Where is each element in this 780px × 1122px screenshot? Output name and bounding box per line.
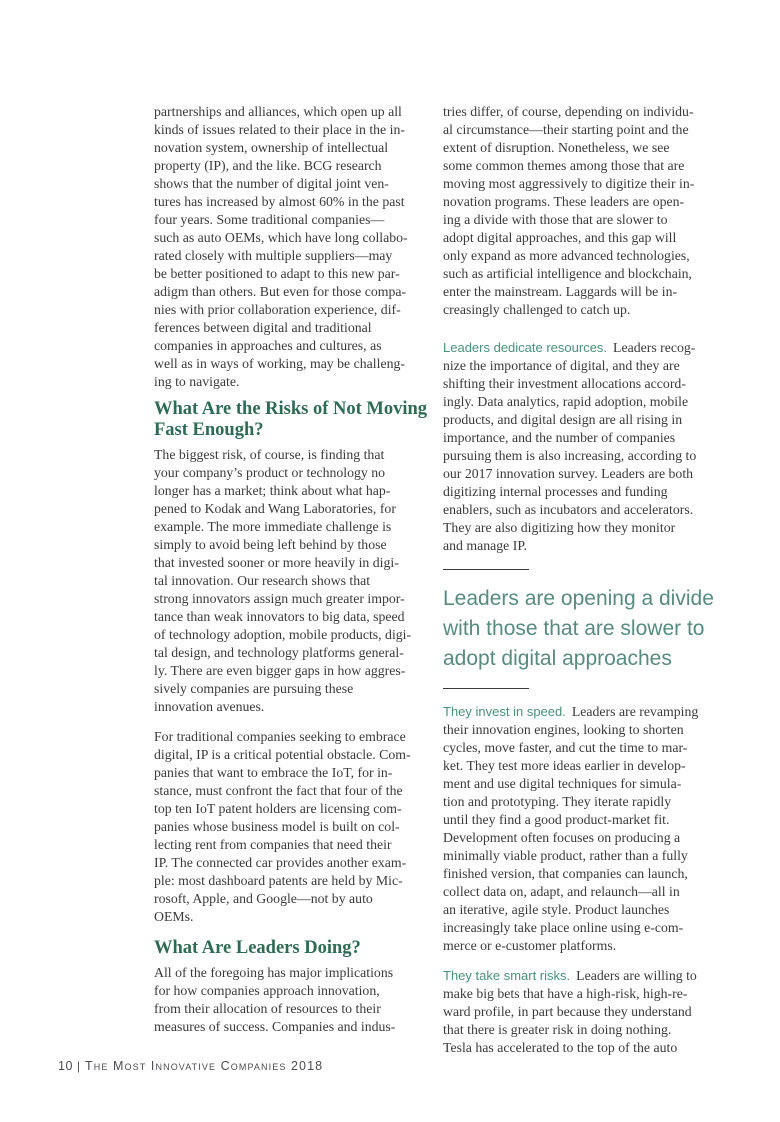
text-line: lecting rent from companies that need their [154,837,392,852]
text-line: enablers, such as incubators and accelerators. [443,502,694,517]
text-line: that invested sooner or more heavily in digi- [154,555,399,570]
text-line: tal innovation. Our research shows that [154,573,371,588]
text-line: shows that the number of digital joint ven- [154,176,389,191]
text-line: What Are Leaders Doing? [154,938,361,958]
text-line: well as in ways of working, may be challeng- [154,356,405,371]
text-line: an iterative, agile style. Product launches [443,902,670,917]
page-footer [58,1059,323,1073]
text-line: only expand as more advanced technologies, [443,248,690,263]
text-line: some common themes among those that are [443,158,685,173]
text-line: finished version, that companies can launch, [443,866,688,881]
text-line: longer has a market; think about what hap- [154,483,391,498]
lead-in-dedicate-resources: Leaders dedicate resources. [443,340,608,355]
text-line: partnerships and alliances, which open up all [154,104,402,119]
text-line: rosoft, Apple, and Google—not by auto [154,891,373,906]
text-line: ly. There are even bigger gaps in how aggres- [154,663,406,678]
text-line: tion and prototyping. They iterate rapidly [443,794,672,809]
lead-in-smart-risks: They take smart risks. [443,968,571,983]
text-line: adopt digital approaches [443,647,672,670]
text-line: nize the importance of digital, and they are [443,358,680,373]
text-line: pened to Kodak and Wang Laboratories, for [154,501,396,516]
text-line: merce or e-customer platforms. [443,938,617,953]
text-line: four years. Some traditional companies— [154,212,385,227]
text-line: until they find a good product-market fit. [443,812,670,827]
text-line: All of the foregoing has major implications [154,965,394,980]
paragraph-foregoing [154,964,426,1036]
text-line: measures of success. Companies and indus- [154,1019,396,1034]
text-line: al circumstance—their starting point and the [443,122,689,137]
text-line: for how companies approach innovation, [154,983,380,998]
text-line: They are also digitizing how they monitor [443,520,676,535]
text-line: creasingly challenged to catch up. [443,302,631,317]
text-line: Fast Enough? [154,420,264,440]
text-line: their innovation engines, looking to shorten [443,722,684,737]
footer-report-title: The Most Innovative Companies 2018 [85,1059,324,1073]
text-line: ingly. Data analytics, rapid adoption, mobile [443,394,689,409]
right-column [443,103,725,1057]
text-line: ing to navigate. [154,374,240,389]
text-line: that there is greater risk in doing nothing. [443,1022,672,1037]
text-line: tries differ, of course, depending on individu- [443,104,694,119]
section-heading-risks [154,399,426,441]
text-line: such as auto OEMs, which have long collabo- [154,230,408,245]
text-line: products, and digital design are all rising in [443,412,683,427]
text-line: our 2017 innovation survey. Leaders are both [443,466,694,481]
text-line: innovation avenues. [154,699,265,714]
text-line: ple: most dashboard patents are held by Mic- [154,873,403,888]
lead-in-invest-in-speed: They invest in speed. [443,704,566,719]
text-line: be better positioned to adapt to this new par- [154,266,400,281]
text-line: collect data on, adapt, and relaunch—all in [443,884,680,899]
text-line: Leaders are opening a divide [443,587,714,610]
text-line: with those that are slower to [443,617,705,640]
text-line [443,967,725,985]
text-line: Development often focuses on producing a [443,830,681,845]
text-line: rated closely with multiple suppliers—may [154,248,393,263]
lead-first-line-rest: Leaders are willing to [576,968,697,983]
text-line: tures has increased by almost 60% in the past [154,194,405,209]
pull-quote-rule-top [443,569,529,570]
paragraph-lines [443,721,725,955]
text-line: adigm than others. But even for those compa- [154,284,407,299]
text-line: extent of disruption. Nonetheless, we see [443,140,670,155]
text-line: OEMs. [154,909,194,924]
text-line: strong innovators assign much greater impor- [154,591,405,606]
paragraph-ip-obstacle [154,728,426,926]
text-line: importance, and the number of companies [443,430,676,445]
paragraph-smart-risks [443,967,725,1057]
text-line: minimally viable product, rather than a fully [443,848,688,863]
lead-first-line-rest: Leaders recog- [613,340,696,355]
paragraph-lines [443,985,725,1057]
text-line: adopt digital approaches, and this gap will [443,230,677,245]
paragraph-dedicate-resources [443,339,725,555]
text-line [443,703,725,721]
text-line: increasingly take place online using e-com- [443,920,684,935]
text-line: novation programs. These leaders are open- [443,194,685,209]
text-line: property (IP), and the like. BCG research [154,158,382,173]
text-line: ing a divide with those that are slower to [443,212,668,227]
text-line: shifting their investment allocations accord- [443,376,686,391]
text-line: ment and use digital techniques for simula- [443,776,682,791]
text-line: Tesla has accelerated to the top of the auto [443,1040,678,1055]
page-number: 10 [58,1059,73,1073]
text-line: ward profile, in part because they understand [443,1004,692,1019]
text-line: moving most aggressively to digitize their in- [443,176,695,191]
paragraph-invest-in-speed [443,703,725,955]
text-line: example. The more immediate challenge is [154,519,392,534]
text-line: simply to avoid being left behind by those [154,537,387,552]
text-line: For traditional companies seeking to embrace [154,729,406,744]
text-line: panies that want to embrace the IoT, for in- [154,765,393,780]
pull-quote-rule-bottom [443,688,529,689]
text-line: from their allocation of resources to their [154,1001,381,1016]
footer-divider: | [76,1059,81,1073]
pull-quote [443,584,725,674]
text-line: pursuing them is also increasing, according to [443,448,697,463]
section-heading-leaders [154,938,426,959]
paragraph-partnerships [154,103,426,391]
lead-first-line-rest: Leaders are revamping [571,704,699,719]
text-line: digital, IP is a critical potential obstacle. Com- [154,747,411,762]
text-line: top ten IoT patent holders are licensing com- [154,801,402,816]
text-line: such as artificial intelligence and blockchain, [443,266,693,281]
text-line: and manage IP. [443,538,527,553]
text-line: stance, must confront the fact that four of the [154,783,403,798]
text-line: of technology adoption, mobile products, digi- [154,627,412,642]
text-line: ket. They test more ideas earlier in develop- [443,758,686,773]
text-line: your company’s product or technology no [154,465,386,480]
text-line: sively companies are pursuing these [154,681,354,696]
paragraph-tries-differ [443,103,725,319]
text-line: tal design, and technology platforms general- [154,645,404,660]
text-line: IP. The connected car provides another exam- [154,855,407,870]
text-line: nies with prior collaboration experience, dif- [154,302,401,317]
paragraph-biggest-risk [154,446,426,716]
text-line: cycles, move faster, and cut the time to mar- [443,740,688,755]
text-line: tance than weak innovators to big data, speed [154,609,405,624]
text-line: panies whose business model is built on col- [154,819,400,834]
text-line: What Are the Risks of Not Moving [154,399,428,419]
text-line: kinds of issues related to their place in the in- [154,122,405,137]
left-column [154,103,426,1036]
text-line: The biggest risk, of course, is finding that [154,447,385,462]
text-line: novation system, ownership of intellectual [154,140,389,155]
text-line: companies in approaches and cultures, as [154,338,382,353]
paragraph-lines [443,357,725,555]
text-line: digitizing internal processes and funding [443,484,668,499]
text-line: enter the mainstream. Laggards will be in- [443,284,678,299]
text-line: ferences between digital and traditional [154,320,372,335]
text-line [443,339,725,357]
text-line: make big bets that have a high-risk, high-re- [443,986,688,1001]
